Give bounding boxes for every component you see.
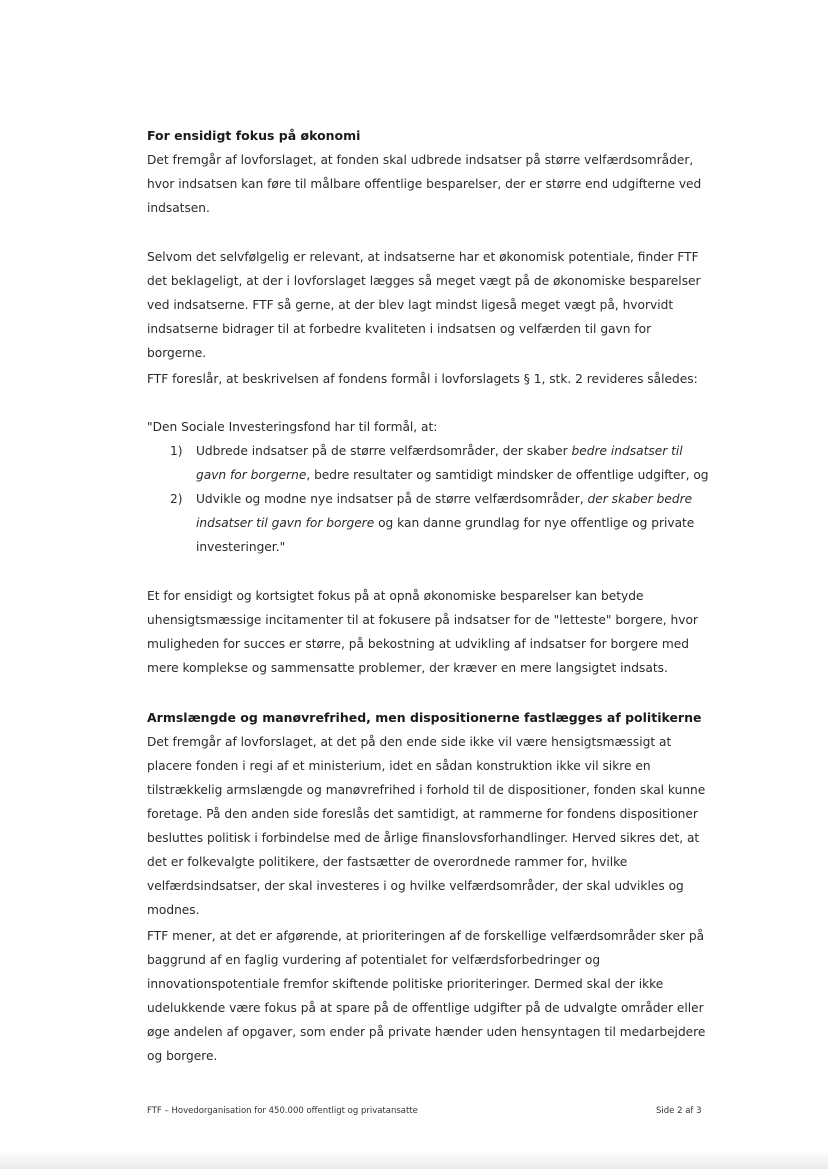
list-text: og kan danne grundlag for nye offentlige og private investeringer." (196, 516, 695, 554)
paragraph: Det fremgår af lovforslaget, at det på den ende side ikke vil være hensigtsmæssigt at placere fonden i regi af et ministerium, idet en sådan konstruktion ikke vil sikre en tilstrækkelig armslængde og manøvrefrihed i forhold til de dispositioner, fonden skal kunne foretage. På den anden side foreslås det samtidigt, at rammerne for fondens dispositioner besluttes politisk i forbindelse med de årlige finanslovsforhandlinger. Herved sikres det, at det er folkevalgte politikere, der fastsætter de overordnede rammer for, hvilke velfærdsindsatser, der skal investeres i og hvilke velfærdsområder, der skal udvikles og modnes. (147, 735, 706, 917)
list-text: , bedre resultater og samtidigt mindsker de offentlige udgifter, og (306, 468, 709, 482)
quote-intro: "Den Sociale Investeringsfond har til formål, at: (147, 420, 438, 434)
scan-edge (0, 1150, 828, 1169)
paragraph: Det fremgår af lovforslaget, at fonden skal udbrede indsatser på større velfærdsområder, hvor indsatsen kan føre til målbare offentlige besparelser, der er større end udgifterne ved indsatsen. (147, 153, 702, 215)
proposal-list (170, 439, 710, 559)
page-number: Side 2 af 3 (656, 1106, 702, 1116)
list-text: Udvikle og modne nye indsatser på de større velfærdsområder, (196, 492, 588, 506)
paragraph: FTF mener, at det er afgørende, at prioriteringen af de forskellige velfærdsområder sker på baggrund af en faglig vurdering af potentialet for velfærdsforbedringer og innovationspotentiale fremfor skiftende politiske prioriteringer. Dermed skal der ikke udelukkende være fokus på at spare på de offentlige udgifter på de udvalgte områder eller øge andelen af opgaver, som ender på private hænder uden hensyntagen til medarbejdere og borgere. (147, 929, 706, 1063)
paragraph: Selvom det selvfølgelig er relevant, at indsatserne har et økonomisk potentiale, finder FTF det beklageligt, at der i lovforslaget lægges så meget vægt på de økonomiske besparelser ved indsatserne. FTF så gerne, at der blev lagt mindst ligeså meget vægt på, hvorvidt indsatserne bidrager til at forbedre kvaliteten i indsatsen og velfærden til gavn for borgerne. (147, 250, 701, 360)
paragraph: Et for ensidigt og kortsigtet fokus på at opnå økonomiske besparelser kan betyde uhensigtsmæssige incitamenter til at fokusere på indsatser for de "letteste" borgere, hvor muligheden for succes er større, på bekostning at udvikling af indsatser for borgere med mere komplekse og sammensatte problemer, der kræver en mere langsigtet indsats. (147, 589, 698, 675)
list-emphasis: der skaber bedre indsatser til gavn for borgere (196, 492, 693, 530)
section-heading-economy: For ensidigt fokus på økonomi (147, 128, 361, 143)
section-heading-arms-length: Armslængde og manøvrefrihed, men dispositionerne fastlægges af politikerne (147, 710, 702, 725)
list-number: 1) (170, 444, 183, 458)
footer-organization: FTF – Hovedorganisation for 450.000 offentligt og privatansatte (147, 1106, 418, 1116)
list-emphasis: bedre indsatser til gavn for borgerne (196, 444, 683, 482)
list-item (170, 487, 710, 559)
list-number: 2) (170, 492, 183, 506)
list-item (170, 439, 710, 487)
paragraph: FTF foreslår, at beskrivelsen af fondens formål i lovforslagets § 1, stk. 2 revideres således: (147, 372, 698, 386)
list-text: Udbrede indsatser på de større velfærdsområder, der skaber (196, 444, 572, 458)
